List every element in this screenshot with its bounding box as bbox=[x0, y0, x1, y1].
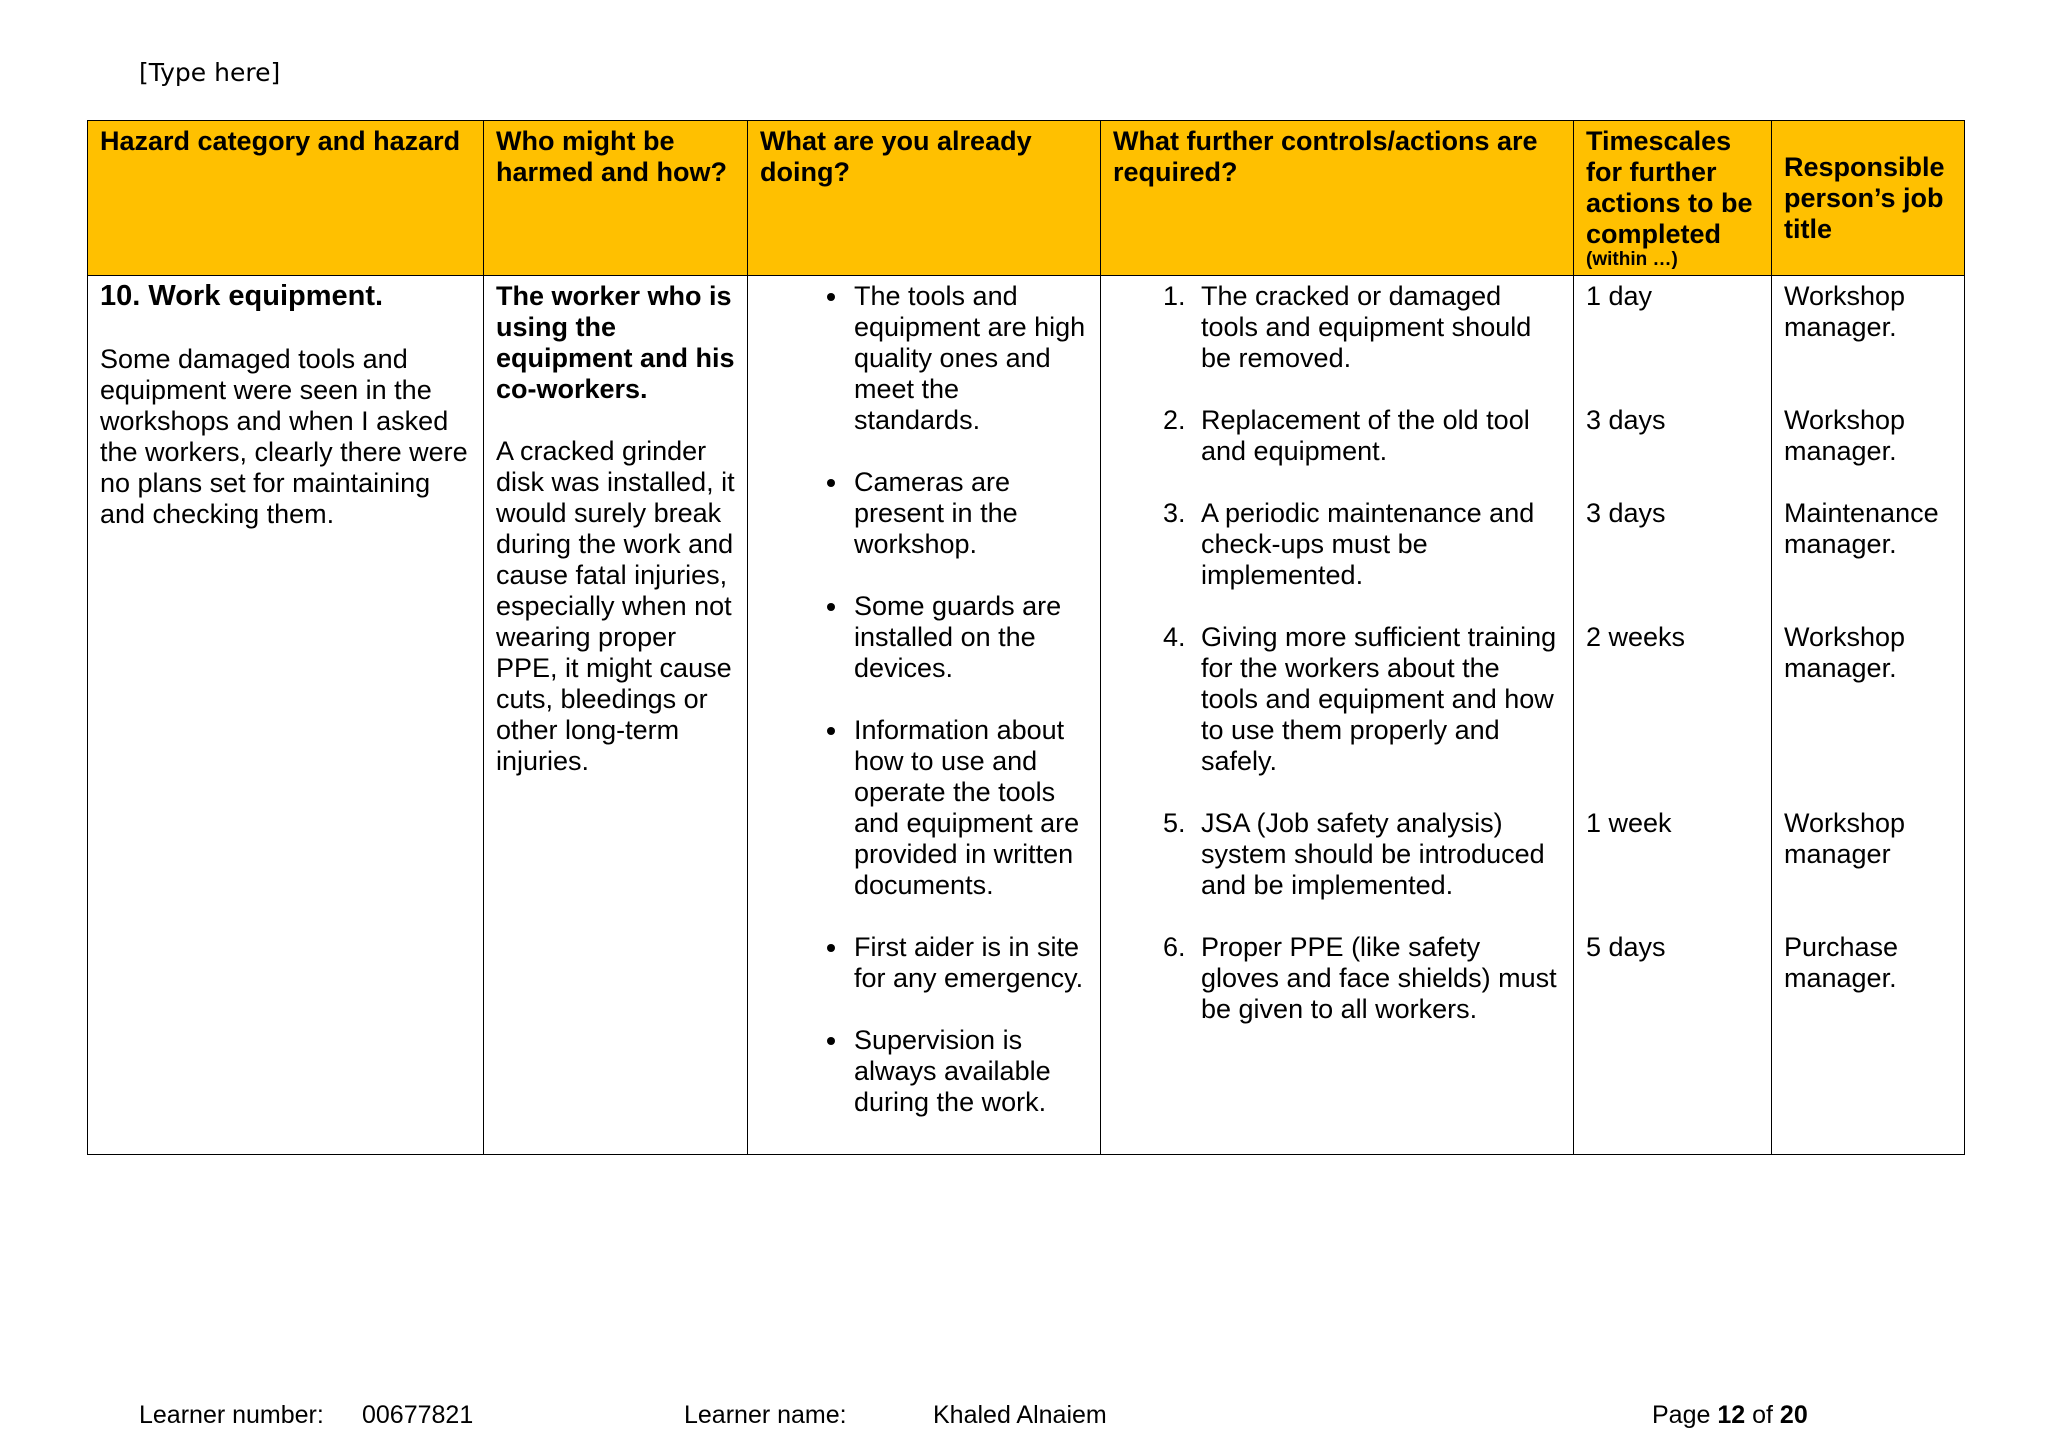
header-who-harmed: Who might be harmed and how? bbox=[484, 121, 748, 276]
cell-already-doing bbox=[748, 276, 1101, 1155]
timescale-item: 3 days bbox=[1586, 498, 1666, 528]
learner-name-value: Khaled Alnaiem bbox=[933, 1401, 1107, 1429]
list-item: 4. Giving more sufficient training for the workers about the tools and equipment and how to use them properly and safely. bbox=[1193, 622, 1561, 808]
header-timescales: Timescales for further actions to be completed (within …) bbox=[1574, 121, 1772, 276]
timescale-item: 2 weeks bbox=[1586, 622, 1686, 652]
list-item: • The tools and equipment are high quality ones and meet the standards. bbox=[850, 281, 1088, 436]
table-row bbox=[88, 276, 1965, 1155]
who-harmed-summary: The worker who is using the equipment and his co-workers. bbox=[496, 281, 735, 404]
responsible-item: Purchase manager. bbox=[1784, 932, 1899, 993]
header-responsible: Responsible person’s job title bbox=[1772, 121, 1965, 276]
cell-responsible bbox=[1772, 276, 1965, 1155]
learner-name-label: Learner name: bbox=[684, 1401, 847, 1429]
hazard-description: Some damaged tools and equipment were seen in the workshops and when I asked the workers, clearly there were no plans set for maintaining and checking them. bbox=[100, 344, 468, 529]
timescale-item: 1 week bbox=[1586, 808, 1672, 838]
learner-number-label: Learner number: bbox=[139, 1401, 324, 1429]
responsible-item: Workshop manager. bbox=[1784, 622, 1906, 683]
risk-assessment-table bbox=[87, 120, 1965, 1155]
responsible-item: Workshop manager bbox=[1784, 808, 1906, 869]
table-header-row bbox=[88, 121, 1965, 276]
list-item: 5. JSA (Job safety analysis) system should be introduced and be implemented. bbox=[1193, 808, 1561, 932]
page-current: 12 bbox=[1717, 1401, 1746, 1429]
responsible-item: Maintenance manager. bbox=[1784, 498, 1939, 559]
list-item: • Cameras are present in the workshop. bbox=[850, 467, 1088, 560]
header-already-doing: What are you already doing? bbox=[748, 121, 1101, 276]
timescale-item: 1 day bbox=[1586, 281, 1653, 311]
already-doing-list bbox=[760, 281, 1088, 1118]
list-item: 6. Proper PPE (like safety gloves and face shields) must be given to all workers. bbox=[1193, 932, 1561, 1025]
page-of: of bbox=[1752, 1401, 1773, 1429]
who-harmed-detail: A cracked grinder disk was installed, it would surely break during the work and cause fatal injuries, especially when not wearing proper PPE, it might cause cuts, bleedings or other long-term injuries. bbox=[496, 436, 735, 776]
hazard-title: 10. Work equipment. bbox=[100, 280, 384, 312]
header-timescales-within: (within …) bbox=[1586, 249, 1678, 270]
header-hazard: Hazard category and hazard bbox=[88, 121, 484, 276]
list-item: • Information about how to use and operate the tools and equipment are provided in written documents. bbox=[850, 715, 1088, 901]
further-controls-list bbox=[1113, 281, 1561, 1025]
page-total: 20 bbox=[1779, 1401, 1808, 1429]
responsible-item: Workshop manager. bbox=[1784, 405, 1906, 466]
list-item: 3. A periodic maintenance and check-ups must be implemented. bbox=[1193, 498, 1561, 622]
header-further-controls: What further controls/actions are required? bbox=[1101, 121, 1574, 276]
cell-who-harmed bbox=[484, 276, 748, 1155]
responsible-item: Workshop manager. bbox=[1784, 281, 1906, 342]
timescale-item: 5 days bbox=[1586, 932, 1666, 962]
list-item: • Some guards are installed on the devices. bbox=[850, 591, 1088, 684]
list-item: • First aider is in site for any emergency. bbox=[850, 932, 1088, 994]
cell-further-controls bbox=[1101, 276, 1574, 1155]
page-indicator bbox=[1652, 1400, 1808, 1430]
learner-number-value: 00677821 bbox=[362, 1401, 474, 1429]
list-item: • Supervision is always available during the work. bbox=[850, 1025, 1088, 1118]
list-item: 2. Replacement of the old tool and equipment. bbox=[1193, 405, 1561, 498]
header-placeholder-note: [Type here] bbox=[139, 58, 281, 87]
list-item: 1. The cracked or damaged tools and equipment should be removed. bbox=[1193, 281, 1561, 405]
cell-timescales bbox=[1574, 276, 1772, 1155]
cell-hazard bbox=[88, 276, 484, 1155]
timescale-item: 3 days bbox=[1586, 405, 1666, 435]
page-prefix: Page bbox=[1652, 1401, 1711, 1429]
